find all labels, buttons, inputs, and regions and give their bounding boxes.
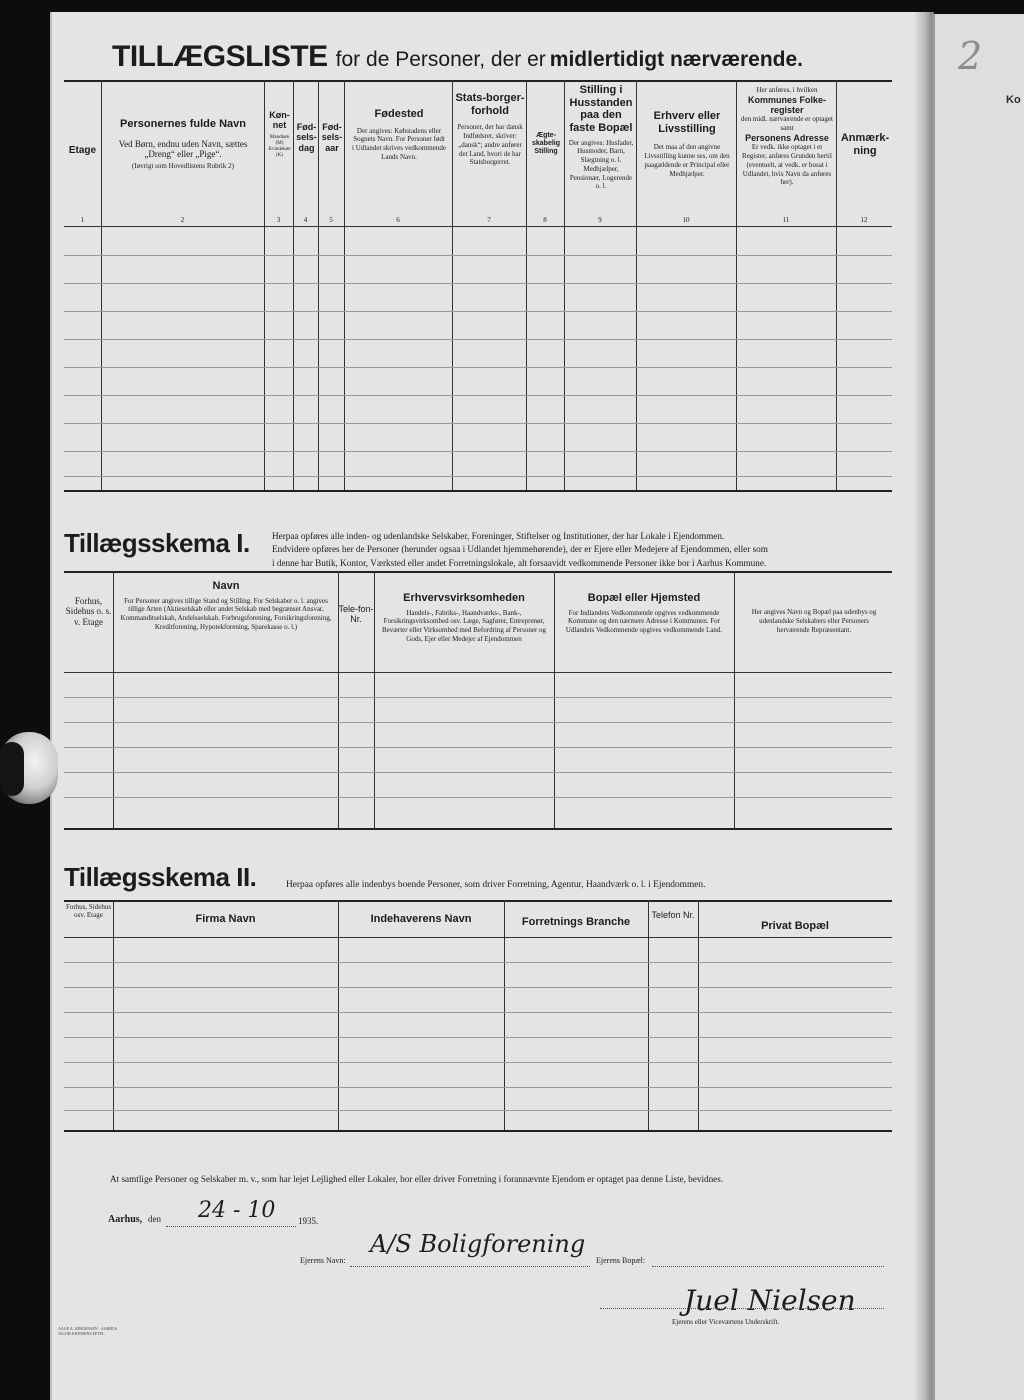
col-number: 1 (80, 216, 85, 224)
main-col-divider (564, 80, 565, 490)
row-line (64, 697, 892, 698)
skema2-intro: Herpaa opføres alle indenbys boende Personer, som driver Forretning, Agentur, Haandværk o. l. i Ejendommen. (286, 880, 706, 890)
main-table-top-rule (64, 80, 892, 82)
owner-address-label: Ejerens Bopæl: (596, 1256, 646, 1265)
col-number: 4 (303, 216, 308, 224)
col-number: 2 (180, 216, 185, 224)
skema1-col-divider (734, 571, 735, 828)
main-title (112, 40, 892, 80)
skema2-col-private-address: Privat Bopæl (761, 920, 829, 932)
skema1-col-etage: Forhus, Sidehus o. s. v. Etage (65, 596, 112, 627)
skema1-col-residence-header (556, 592, 732, 635)
skema2-col-divider (648, 900, 649, 1130)
row-line (64, 423, 892, 424)
main-col-divider (264, 80, 265, 490)
row-line (64, 451, 892, 452)
skema1-col-phone: Tele-fon-Nr. (338, 604, 374, 625)
row-line (64, 1062, 892, 1063)
skema2-col-etage: Forhus, Sidehus osv. Etage (65, 903, 112, 920)
year-label: 1935. (298, 1216, 319, 1226)
next-page-edge (932, 14, 1024, 1400)
row-line (64, 772, 892, 773)
col-register-header (738, 86, 836, 187)
col-birthyear-header: Fød-sels-aar (321, 122, 343, 153)
skema2-col-phone: Telefon Nr. (651, 910, 695, 920)
owner-name-line (350, 1266, 590, 1267)
row-line (64, 311, 892, 312)
main-title-bold: TILLÆGSLISTE (112, 40, 328, 73)
skema1-col-divider (113, 571, 114, 828)
col-number: 10 (682, 216, 690, 224)
skema1-top-rule (64, 571, 892, 573)
skema1-col-business-note: Handels-, Fabriks-, Haandværks-, Bank-, Forsikringsvirksomhed osv. Læge, Sagfører, Entreprenør, Beværter eller Virksomhed med Befordring af Personer og Gods, Ejer eller Medejer af Ejendommen (381, 608, 547, 643)
skema1-col-divider (554, 571, 555, 828)
date-line (166, 1226, 296, 1227)
main-col-divider (452, 80, 453, 490)
main-title-regular: for de Personer, der er (335, 48, 546, 71)
skema1-col-business-header (376, 592, 552, 644)
col-occupation-note: Det maa af den angivne Livsstilling kunne ses, om den paagældende er Principal eller Medhjælper. (644, 143, 730, 178)
row-line (64, 962, 892, 963)
main-table-bottom-rule (64, 490, 892, 492)
col-citizenship-header (454, 92, 526, 167)
owner-address-line (652, 1266, 884, 1267)
printer-mark: AAGE A. JØRGENSEN · AARHUS JACOB JOHNSENS EFTFL. (58, 1326, 118, 1337)
main-col-divider (636, 80, 637, 490)
main-col-divider (293, 80, 294, 490)
skema2-bottom-rule (64, 1130, 892, 1132)
col-register-pre: Her anføres, i hvilken (756, 86, 818, 94)
skema2-col-owner: Indehaverens Navn (370, 913, 472, 925)
row-line (64, 367, 892, 368)
signature-handwritten: Juel Nielsen (684, 1284, 856, 1317)
main-col-divider (526, 80, 527, 490)
col-remark-header: Anmærk-ning (840, 132, 890, 157)
skema1-title: Tillægsskema I. (64, 528, 250, 558)
skema2-col-divider (698, 900, 699, 1130)
skema1-col-residence-title: Bopæl eller Hjemsted (587, 592, 701, 604)
col-birthplace-note: Der angives: Købstadens eller Sognets Navn. For Personer født i Udlandet skrives vedkommende Lands Navn. (352, 126, 446, 161)
attestation-text: At samtlige Personer og Selskaber m. v., som har lejet Lejlighed eller Lokaler, bor eller driver Forretning i forannævnte Ejendom er optaget paa denne Liste, bevidnes. (110, 1174, 724, 1184)
col-occupation-header (638, 110, 736, 178)
col-birthplace-title: Fødested (374, 108, 424, 120)
col-number: 5 (329, 216, 333, 224)
col-number: 3 (276, 216, 281, 224)
skema1-col-name-title: Navn (212, 580, 240, 592)
col-occupation-title: Erhverv eller Livsstilling (653, 110, 721, 135)
col-sex-note: Mandkøn (M) Kvindekøn (K) (268, 134, 291, 159)
col-sex-title: Køn-net (269, 110, 290, 131)
col-etage-header: Etage (68, 145, 97, 156)
col-name-title: Personernes fulde Navn (120, 118, 246, 130)
col-number: 9 (598, 216, 602, 224)
col-sex-header (266, 110, 293, 160)
col-register-title2: Personens Adresse (745, 132, 829, 143)
skema1-col-business-title: Erhvervsvirksomheden (403, 592, 525, 604)
col-number: 11 (782, 216, 790, 224)
signature-label: Ejerens eller Viceværtens Underskrift. (672, 1318, 780, 1326)
row-line (64, 1110, 892, 1111)
skema1-col-name-header (116, 580, 336, 632)
skema2-header-rule (64, 937, 892, 938)
book-spine (914, 12, 934, 1400)
main-col-divider (344, 80, 345, 490)
main-col-divider (318, 80, 319, 490)
skema2-col-divider (338, 900, 339, 1130)
col-name-header (104, 118, 262, 171)
skema2-col-divider (113, 900, 114, 1130)
row-line (64, 339, 892, 340)
skema1-intro-line: i denne har Butik, Kontor, Værksted eller andet Forretningslokale, alt forsaavidt vedkommende Personer ikke bor i Aarhus Kommune. (272, 557, 767, 568)
col-number: 12 (860, 216, 868, 224)
col-household-title: Stilling i Husstanden paa den faste Bopæl (569, 84, 633, 134)
row-line (64, 722, 892, 723)
skema2-title: Tillægsskema II. (64, 862, 257, 892)
col-name-note2: (Iøvrigt som Hovedlistens Rubrik 2) (132, 162, 234, 171)
main-table-header-rule (64, 226, 892, 227)
row-line (64, 1087, 892, 1088)
col-household-header (566, 84, 636, 191)
skema1-col-residence-note: For Indlandets Vedkommende opgives vedkommende Kommune og den nærmere Adresse i Kommunen. For Udlandets Vedkommende opgives vedkommende Land. (565, 608, 723, 635)
main-col-divider (101, 80, 102, 490)
signature-line (600, 1308, 884, 1309)
date-label: den (148, 1214, 161, 1224)
skema1-bottom-rule (64, 828, 892, 830)
col-number: 6 (396, 216, 400, 224)
col-register-note2: Er vedk. ikke optaget i et Register, anføres Grunden hertil (eventuelt, at vedk. er bosat i Udlandet, hvis Navn da anføres her). (742, 143, 832, 187)
col-citizenship-title: Stats-borger-forhold (455, 92, 525, 117)
col-birthday-header: Fød-sels-dag (296, 122, 317, 153)
skema1-intro-line: Herpaa opføres alle inden- og udenlandske Selskaber, Foreninger, Stiftelser og Institutioner, der har Lokale i Ejendommen. (272, 531, 725, 541)
col-number: 8 (543, 216, 547, 224)
row-line (64, 987, 892, 988)
col-name-note: Ved Børn, endnu uden Navn, sættes „Dreng“ eller „Pige“. (118, 138, 248, 159)
owner-name-label: Ejerens Navn: (300, 1256, 346, 1265)
next-page-fragment: Ko (1006, 94, 1021, 106)
col-number: 7 (487, 216, 491, 224)
skema1-header-rule (64, 672, 892, 673)
skema2-top-rule (64, 900, 892, 902)
col-marital-header: Ægte-skabelig Stilling (531, 132, 560, 156)
row-line (64, 395, 892, 396)
skema2-col-firm: Firma Navn (195, 913, 256, 925)
skema1-col-name-note: For Personer angives tillige Stand og Stilling. For Selskaber o. l. angives tillige Arten (Aktieselskab eller andet Selskab med begrænset Ansvar, Kommanditselskab, Andelsselskab, Forbrugsforening, Forsikringsforening, Kreditforening, Hypotekforening, Sparekasse o. l.) (120, 596, 332, 631)
col-register-note: den midl. nærværende er optaget samt (741, 115, 833, 133)
row-line (64, 797, 892, 798)
skema2-col-divider (504, 900, 505, 1130)
col-register-title: Kommunes Folke-register (747, 94, 826, 116)
main-title-emphasis: midlertidigt nærværende. (549, 48, 804, 71)
skema1-col-divider (374, 571, 375, 828)
skema2-col-branch: Forretnings Branche (521, 916, 631, 928)
col-citizenship-note: Personer, der har dansk Indfødsret, skriver: „dansk“; andre anfører det Land, hvori de har Statsborgerret. (457, 123, 523, 167)
main-col-divider (836, 80, 837, 490)
col-birthplace-header (346, 108, 452, 162)
city-label: Aarhus, (108, 1214, 143, 1225)
skema1-col-representative: Her angives Navn og Bopæl paa udenbys og udenlandske Selskabers eller Personers herværende Repræsentant. (751, 608, 877, 634)
skema1-intro-line: Endvidere opføres her de Personer (herunder ogsaa i Udlandet hjemmehørende), der er Ejere eller Medejere af Ejendommen, eller som (272, 544, 768, 555)
main-col-divider (736, 80, 737, 490)
owner-name-handwritten: A/S Boligforening (370, 1230, 586, 1258)
row-line (64, 255, 892, 256)
col-household-note: Der angives: Husfader, Husmoder, Barn, Slægtning o. l. Medhjælper, Pensionær, Logerende o. l. (568, 138, 634, 191)
row-line (64, 1012, 892, 1013)
row-line (64, 747, 892, 748)
skema1-intro (272, 530, 892, 570)
page-number-handwritten: 2 (958, 34, 983, 78)
row-line (64, 1037, 892, 1038)
row-line (64, 283, 892, 284)
binder-clip-shadow (0, 742, 24, 796)
row-line (64, 476, 892, 477)
date-handwritten: 24 - 10 (198, 1198, 276, 1223)
